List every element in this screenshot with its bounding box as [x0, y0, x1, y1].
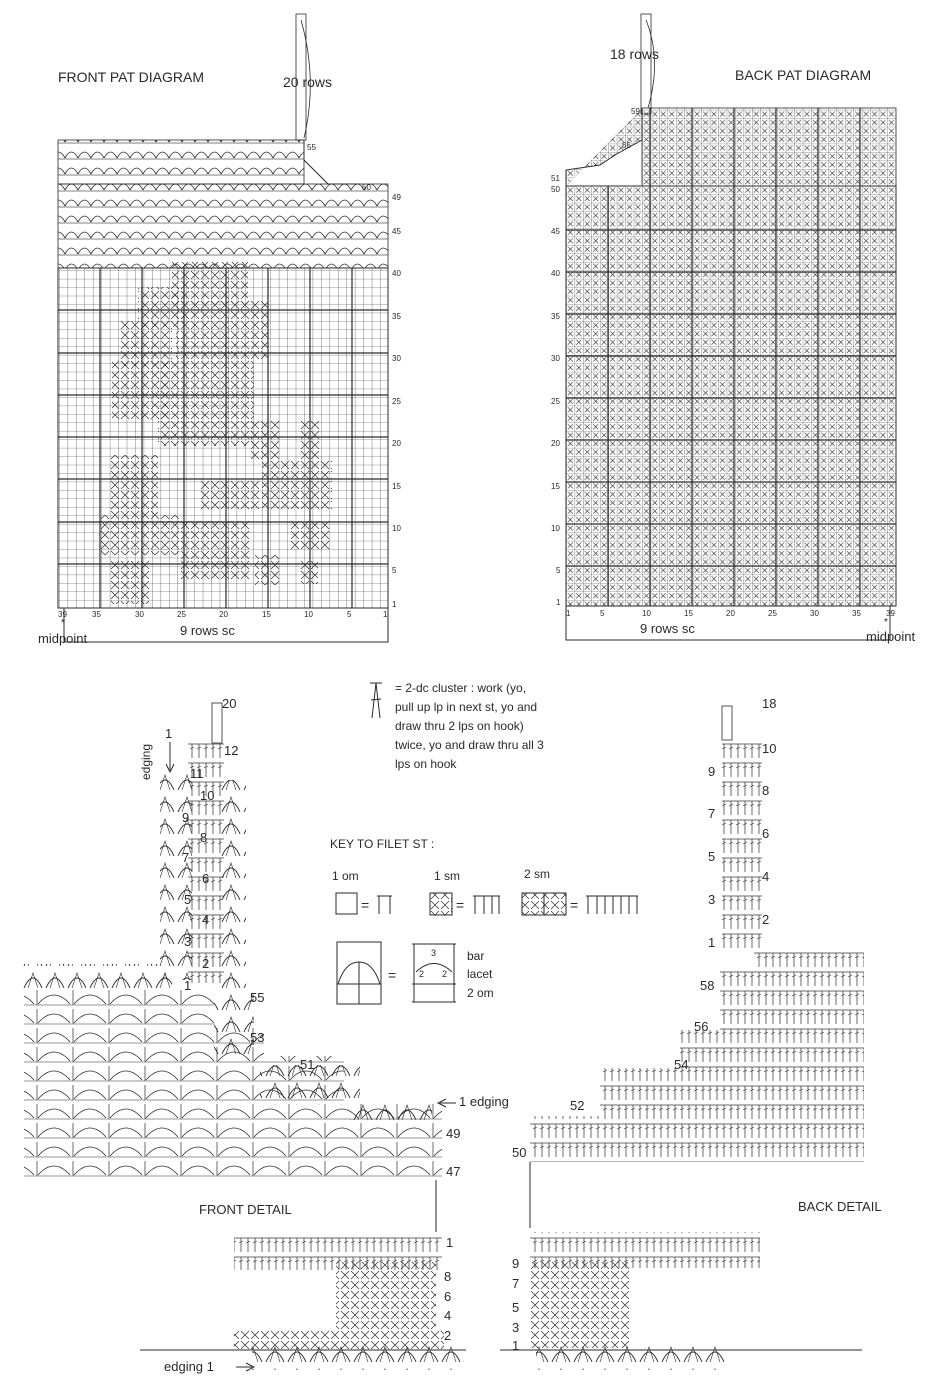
svg-text:8: 8 [444, 1269, 452, 1284]
front-top-edging-fans [22, 964, 172, 990]
back-row-number-axis [551, 174, 561, 607]
svg-text:1: 1 [708, 935, 716, 950]
svg-text:47: 47 [446, 1164, 461, 1179]
svg-text:5: 5 [556, 566, 561, 575]
back-pattern-diagram [551, 14, 916, 644]
svg-text:2: 2 [419, 969, 425, 979]
front-detail-title: FRONT DETAIL [199, 1202, 292, 1217]
front-diagonal-edging [214, 990, 254, 1060]
svg-text:50: 50 [512, 1145, 527, 1160]
svg-text:35: 35 [92, 610, 101, 619]
svg-text:35: 35 [551, 312, 560, 321]
svg-text:25: 25 [768, 609, 777, 618]
back-rows-note: 18 rows [610, 46, 660, 62]
svg-text:10: 10 [392, 524, 401, 533]
svg-text:52: 52 [570, 1098, 585, 1113]
stitch-legend [330, 681, 638, 1004]
svg-text:30: 30 [135, 610, 144, 619]
svg-text:5: 5 [600, 609, 605, 618]
solid-mesh-symbol [430, 893, 452, 915]
svg-text:1: 1 [392, 600, 397, 609]
svg-text:45: 45 [551, 227, 560, 236]
svg-text:15: 15 [684, 609, 693, 618]
svg-text:40: 40 [392, 269, 401, 278]
svg-text:3: 3 [431, 948, 437, 958]
back-diagram-title: BACK PAT DIAGRAM [735, 67, 872, 83]
svg-text:20: 20 [392, 439, 401, 448]
front-scallop-band-upper [58, 140, 304, 184]
svg-text:55: 55 [250, 990, 265, 1005]
front-right-edging-fans [220, 780, 246, 990]
svg-text:1: 1 [165, 726, 173, 741]
svg-text:draw thru 2 lps on hook): draw thru 2 lps on hook) [395, 719, 524, 733]
front-midpoint-label: midpoint [38, 631, 88, 646]
back-chart-grid [566, 186, 896, 606]
svg-text:1: 1 [512, 1338, 520, 1353]
key-title: KEY TO FILET ST : [330, 837, 435, 851]
back-sc-block [530, 1262, 630, 1348]
svg-text:7: 7 [182, 850, 190, 865]
svg-text:5: 5 [184, 892, 192, 907]
back-vertical-panel [722, 740, 762, 952]
svg-text:56: 56 [694, 1019, 709, 1034]
svg-text:6: 6 [762, 826, 770, 841]
svg-text:39: 39 [886, 609, 895, 618]
front-edging-side-label: edging [139, 743, 153, 780]
svg-text:9: 9 [182, 810, 190, 825]
svg-text:25: 25 [177, 610, 186, 619]
svg-text:20: 20 [222, 696, 237, 711]
front-scallop-band-lower [58, 184, 388, 268]
back-detail-diagram [500, 696, 882, 1370]
bar-lacet-labels [467, 949, 494, 1000]
svg-text:2 om: 2 om [467, 986, 494, 1000]
front-detail-diagram [22, 696, 509, 1374]
front-diagram-title: FRONT PAT DIAGRAM [58, 69, 204, 85]
equals-sign-icon: = [361, 897, 370, 913]
svg-text:45: 45 [392, 227, 401, 236]
svg-text:twice, yo and draw thru all 3: twice, yo and draw thru all 3 [395, 738, 544, 752]
svg-text:2: 2 [202, 956, 210, 971]
back-step-label-55: 55 [622, 141, 631, 150]
svg-text:lacet: lacet [467, 967, 493, 981]
svg-text:10: 10 [304, 610, 313, 619]
svg-text:51: 51 [551, 174, 560, 183]
front-sc-block [336, 1262, 436, 1330]
cluster-icon [370, 683, 382, 718]
svg-text:10: 10 [762, 741, 777, 756]
svg-text:15: 15 [551, 482, 560, 491]
svg-text:10: 10 [642, 609, 651, 618]
back-midpoint-star-icon: * [884, 617, 888, 628]
svg-text:3: 3 [184, 934, 192, 949]
svg-text:4: 4 [444, 1308, 452, 1323]
svg-text:1: 1 [566, 609, 571, 618]
front-midpoint-star-icon: * [61, 618, 65, 629]
front-bottom-note: 9 rows sc [180, 623, 235, 638]
open-mesh-stitch-icon [377, 896, 392, 914]
svg-text:10: 10 [200, 788, 215, 803]
svg-text:4: 4 [762, 869, 770, 884]
svg-text:30: 30 [551, 354, 560, 363]
svg-text:15: 15 [262, 610, 271, 619]
svg-text:3: 3 [708, 892, 716, 907]
svg-text:2: 2 [762, 912, 770, 927]
svg-text:25: 25 [392, 397, 401, 406]
svg-text:40: 40 [551, 269, 560, 278]
svg-text:49: 49 [446, 1126, 461, 1141]
svg-text:12: 12 [224, 743, 239, 758]
sm1-label: 1 sm [434, 869, 461, 883]
svg-text:5: 5 [708, 849, 716, 864]
svg-text:3: 3 [512, 1320, 520, 1335]
sm2-label: 2 sm [524, 867, 551, 881]
svg-text:51: 51 [300, 1057, 315, 1072]
arrow-down-icon [166, 742, 174, 772]
front-step-label-55: 55 [307, 143, 316, 152]
svg-text:49: 49 [392, 193, 401, 202]
svg-text:11: 11 [190, 766, 204, 781]
front-col-number-axis [58, 610, 388, 619]
front-row-number-axis [392, 193, 401, 609]
svg-text:20: 20 [219, 610, 228, 619]
double-solid-mesh-stitch-icon [586, 896, 638, 914]
back-detail-title: BACK DETAIL [798, 1199, 882, 1214]
back-midpoint-label: midpoint [866, 629, 916, 644]
arrow-right-icon [236, 1363, 254, 1371]
svg-text:1: 1 [184, 978, 192, 993]
open-mesh-symbol [336, 893, 357, 914]
svg-text:25: 25 [551, 397, 560, 406]
svg-text:35: 35 [392, 312, 401, 321]
back-body-rows-upper [720, 970, 864, 1030]
svg-text:7: 7 [708, 806, 716, 821]
svg-text:18: 18 [762, 696, 777, 711]
back-body-rows-lower [530, 1116, 864, 1162]
back-chart-top-band [642, 108, 896, 186]
svg-text:5: 5 [512, 1300, 520, 1315]
svg-text:bar: bar [467, 949, 485, 963]
back-rows-bracket [646, 20, 655, 108]
svg-text:30: 30 [392, 354, 401, 363]
svg-text:54: 54 [674, 1057, 689, 1072]
svg-text:9: 9 [512, 1256, 520, 1271]
svg-text:10: 10 [551, 524, 560, 533]
svg-text:5: 5 [347, 610, 352, 619]
svg-text:58: 58 [700, 978, 715, 993]
front-pattern-diagram [38, 14, 401, 646]
back-col-number-axis [566, 609, 895, 618]
svg-text:20: 20 [551, 439, 560, 448]
svg-text:5: 5 [392, 566, 397, 575]
svg-text:8: 8 [762, 783, 770, 798]
equals-sign-icon: = [456, 897, 465, 913]
back-bottom-note: 9 rows sc [640, 621, 695, 636]
back-step-label-59: 59 [631, 107, 640, 116]
front-step-label-50: 50 [362, 183, 371, 192]
front-body-rows-upper [24, 988, 214, 1026]
front-edging-right-label: 1 edging [459, 1094, 509, 1109]
svg-text:1: 1 [556, 598, 561, 607]
svg-text:4: 4 [202, 912, 210, 927]
svg-text:6: 6 [202, 871, 210, 886]
svg-text:lps on hook: lps on hook [395, 757, 457, 771]
svg-text:30: 30 [810, 609, 819, 618]
svg-text:9: 9 [708, 764, 716, 779]
front-edging-bottom-label: edging 1 [164, 1359, 214, 1374]
svg-text:2: 2 [444, 1328, 452, 1343]
svg-text:= 2-dc cluster : work (yo,: = 2-dc cluster : work (yo, [395, 681, 527, 695]
svg-text:35: 35 [852, 609, 861, 618]
svg-text:7: 7 [512, 1276, 520, 1291]
equals-sign-icon: = [570, 897, 579, 913]
equals-sign-icon: = [388, 967, 397, 983]
svg-text:53: 53 [250, 1030, 265, 1045]
svg-text:2: 2 [442, 969, 448, 979]
svg-text:39: 39 [58, 610, 67, 619]
om-label: 1 om [332, 869, 359, 883]
svg-text:pull up lp in next st, yo and: pull up lp in next st, yo and [395, 700, 538, 714]
svg-text:1: 1 [383, 610, 388, 619]
svg-text:1: 1 [446, 1235, 454, 1250]
svg-text:20: 20 [726, 609, 735, 618]
svg-text:15: 15 [392, 482, 401, 491]
front-rows-note: 20 rows [283, 74, 333, 90]
svg-text:8: 8 [200, 830, 208, 845]
solid-mesh-stitch-icon [473, 896, 500, 914]
svg-text:6: 6 [444, 1289, 452, 1304]
svg-text:50: 50 [551, 185, 560, 194]
cluster-description [395, 681, 544, 771]
